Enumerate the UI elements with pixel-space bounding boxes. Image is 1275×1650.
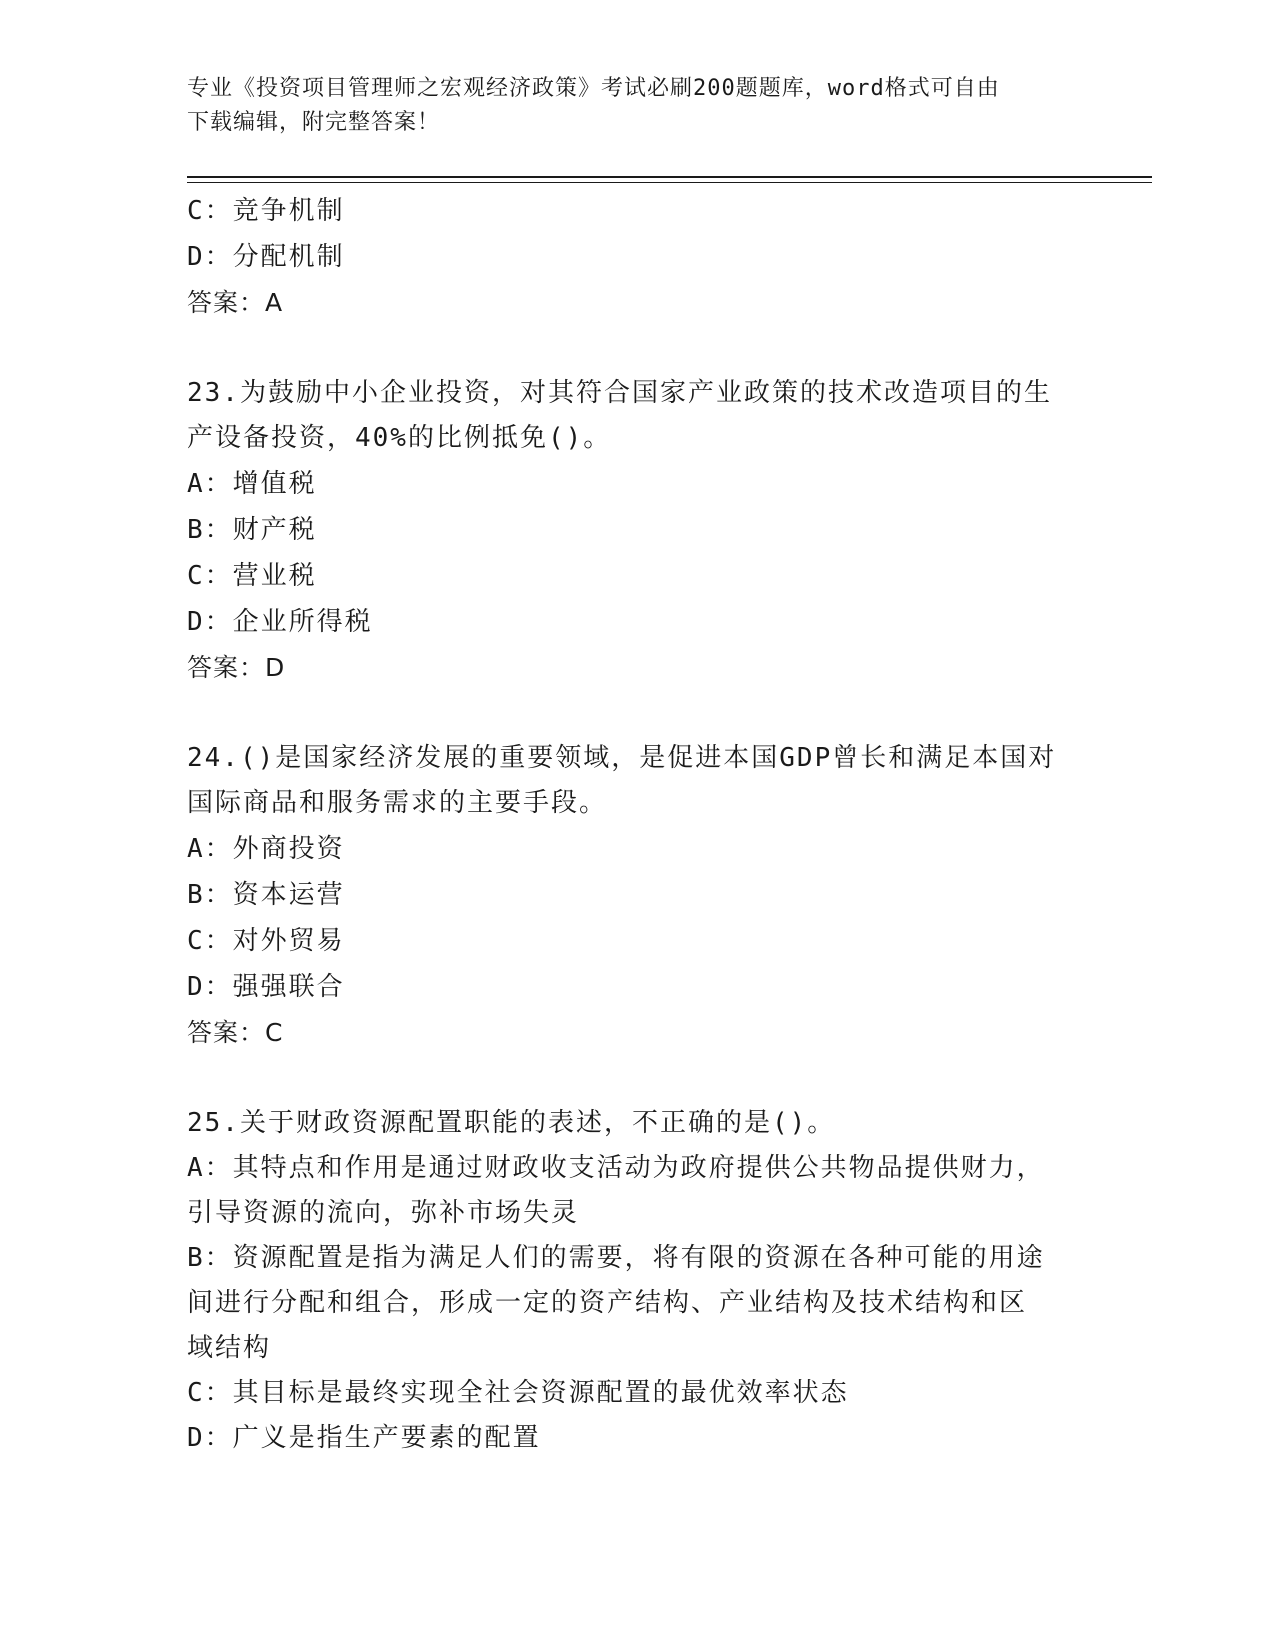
question-23 xyxy=(187,371,1087,691)
question-text-line-1: 23.为鼓励中小企业投资，对其符合国家产业政策的技术改造项目的生 xyxy=(187,378,1052,408)
option-c: C：其目标是最终实现全社会资源配置的最优效率状态 xyxy=(187,1378,849,1408)
header-divider-thin xyxy=(187,182,1152,183)
document-header xyxy=(187,72,1067,140)
option-c: C：对外贸易 xyxy=(187,926,345,956)
option-a-line-1: A：其特点和作用是通过财政收支活动为政府提供公共物品提供财力， xyxy=(187,1153,1045,1183)
header-line-1: 专业《投资项目管理师之宏观经济政策》考试必刷200题题库，word格式可自由 xyxy=(187,76,1000,101)
question-text-line-2: 产设备投资，40%的比例抵免()。 xyxy=(187,423,612,453)
option-b-line-2: 间进行分配和组合，形成一定的资产结构、产业结构及技术结构和区 xyxy=(187,1288,1028,1318)
answer-line: 答案：A xyxy=(187,288,284,317)
option-b-line-1: B：资源配置是指为满足人们的需要，将有限的资源在各种可能的用途 xyxy=(187,1243,1045,1273)
option-d: D：广义是指生产要素的配置 xyxy=(187,1423,541,1453)
option-b-line-3: 域结构 xyxy=(187,1333,272,1363)
option-d: D：企业所得税 xyxy=(187,607,373,637)
option-a: A：外商投资 xyxy=(187,834,345,864)
option-a: A：增值税 xyxy=(187,469,317,499)
header-divider-thick xyxy=(187,176,1152,178)
spacer xyxy=(187,326,1087,371)
option-d: D：强强联合 xyxy=(187,972,345,1002)
option-c: C：竞争机制 xyxy=(187,196,345,226)
option-c: C：营业税 xyxy=(187,561,317,591)
document-body xyxy=(187,188,1087,1461)
option-a-line-2: 引导资源的流向，弥补市场失灵 xyxy=(187,1198,580,1228)
header-line-2: 下载编辑，附完整答案！ xyxy=(187,110,441,135)
option-d: D：分配机制 xyxy=(187,242,345,272)
question-text-line-1: 24.()是国家经济发展的重要领域，是促进本国GDP曾长和满足本国对 xyxy=(187,743,1057,773)
question-25 xyxy=(187,1101,1087,1461)
option-b: B：财产税 xyxy=(187,515,317,545)
question-22-continued xyxy=(187,188,1087,326)
spacer xyxy=(187,691,1087,736)
question-24 xyxy=(187,736,1087,1056)
answer-line: 答案：C xyxy=(187,1018,284,1047)
answer-line: 答案：D xyxy=(187,653,286,682)
question-text-line-1: 25.关于财政资源配置职能的表述，不正确的是()。 xyxy=(187,1108,836,1138)
option-b: B：资本运营 xyxy=(187,880,345,910)
spacer xyxy=(187,1056,1087,1101)
question-text-line-2: 国际商品和服务需求的主要手段。 xyxy=(187,788,608,818)
